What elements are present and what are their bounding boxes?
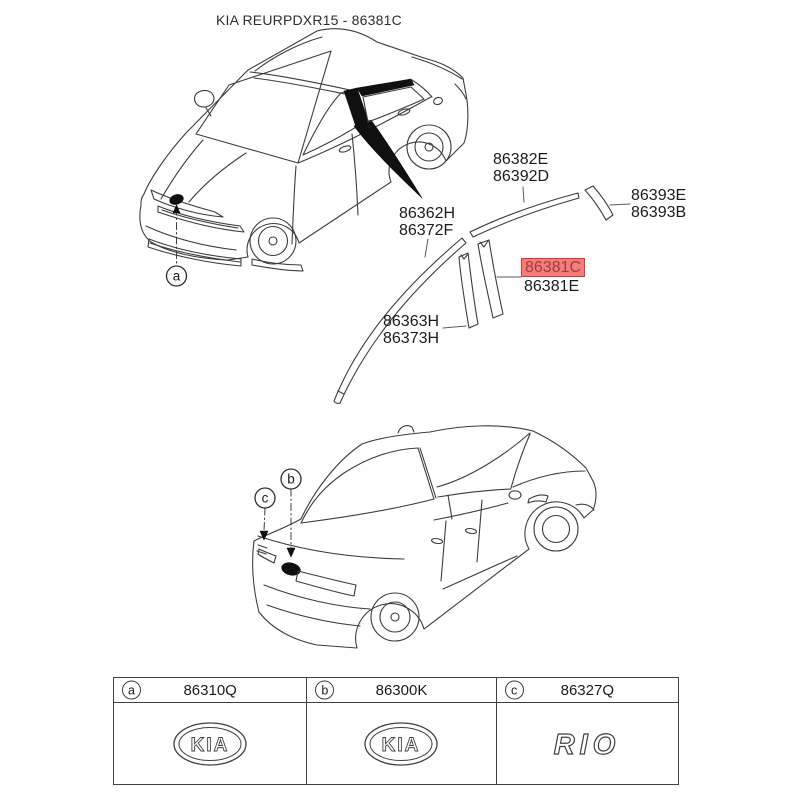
legend-header-c[interactable] [497, 678, 678, 703]
marker-circle-b: b [315, 681, 334, 700]
page-title: KIA REURPDXR15 - 86381C [216, 12, 402, 28]
rear-pillar-garnish-part [478, 240, 503, 318]
headlight [528, 495, 548, 503]
legend-column-a [114, 678, 306, 784]
part-label-front-pillar-garnish[interactable] [383, 314, 439, 347]
legend-part-number[interactable]: 86327Q [560, 681, 615, 699]
highlighted-part-number[interactable]: 86381C [521, 258, 585, 277]
grille [158, 206, 244, 232]
hood-emblem-dot [168, 193, 184, 206]
front-door-handle [338, 145, 351, 154]
part-number[interactable]: 86392D [493, 167, 550, 185]
black-pillar-swoosh [354, 120, 422, 198]
legend-column-b [306, 678, 495, 784]
kia-oval-logo [358, 719, 444, 769]
black-window-frame-molding [357, 79, 414, 96]
part-number[interactable]: 86381E [524, 277, 580, 295]
svg-text:b: b [287, 471, 295, 487]
legend-logo-cell [114, 703, 306, 784]
rear-wheel [371, 593, 419, 641]
front-wheel [250, 218, 296, 264]
marker-circle-a: a [122, 681, 141, 700]
roof-molding-rear-part [470, 193, 579, 237]
fuel-door [433, 96, 444, 105]
front-wheel [534, 507, 578, 551]
part-number[interactable]: 86362H [399, 205, 456, 222]
quarter-molding-part [585, 186, 613, 220]
callout-c[interactable] [255, 488, 275, 540]
legend-column-c [496, 678, 678, 784]
part-label-rear-pillar-garnish[interactable] [521, 258, 585, 295]
side-mirror [509, 491, 521, 499]
legend-logo-cell [307, 703, 495, 784]
svg-text:RIO: RIO [554, 728, 621, 761]
svg-text:KIA: KIA [382, 734, 421, 756]
part-number[interactable]: 86393B [631, 203, 687, 221]
legend-part-number[interactable]: 86310Q [183, 681, 237, 699]
legend-header-a[interactable] [114, 678, 306, 703]
taillight [296, 571, 356, 596]
svg-text:c: c [261, 490, 269, 506]
part-label-roof-molding-front[interactable] [399, 206, 455, 239]
front-pillar-garnish-part [459, 253, 478, 328]
kia-oval-logo [167, 719, 253, 769]
bottom-car-illustration [253, 426, 596, 648]
front-door-handle [465, 528, 477, 534]
part-number[interactable]: 86382E [493, 151, 549, 168]
marker-circle-c: c [505, 681, 524, 700]
legend-part-number[interactable]: 86300K [375, 681, 428, 699]
part-number[interactable]: 86373H [383, 329, 440, 347]
molding-parts [334, 186, 630, 403]
arrow-down-icon [287, 548, 295, 557]
svg-text:a: a [172, 268, 181, 284]
legend-logo-cell [497, 703, 678, 784]
legend-header-b[interactable] [307, 678, 495, 703]
part-number[interactable]: 86363H [383, 313, 440, 330]
side-mirror [195, 91, 214, 107]
rear-door-handle [431, 538, 443, 544]
rio-badge-logo [532, 727, 642, 761]
rear-wheel [407, 125, 451, 169]
part-number[interactable]: 86393E [631, 187, 687, 204]
part-number[interactable]: 86372F [399, 221, 454, 239]
part-label-quarter-molding[interactable] [631, 188, 686, 221]
parts-legend-table [113, 677, 679, 785]
svg-text:KIA: KIA [190, 734, 230, 756]
part-label-roof-molding-rear[interactable] [493, 152, 549, 185]
trunk-emblem-dot [280, 561, 301, 577]
shark-fin-antenna [398, 426, 414, 433]
